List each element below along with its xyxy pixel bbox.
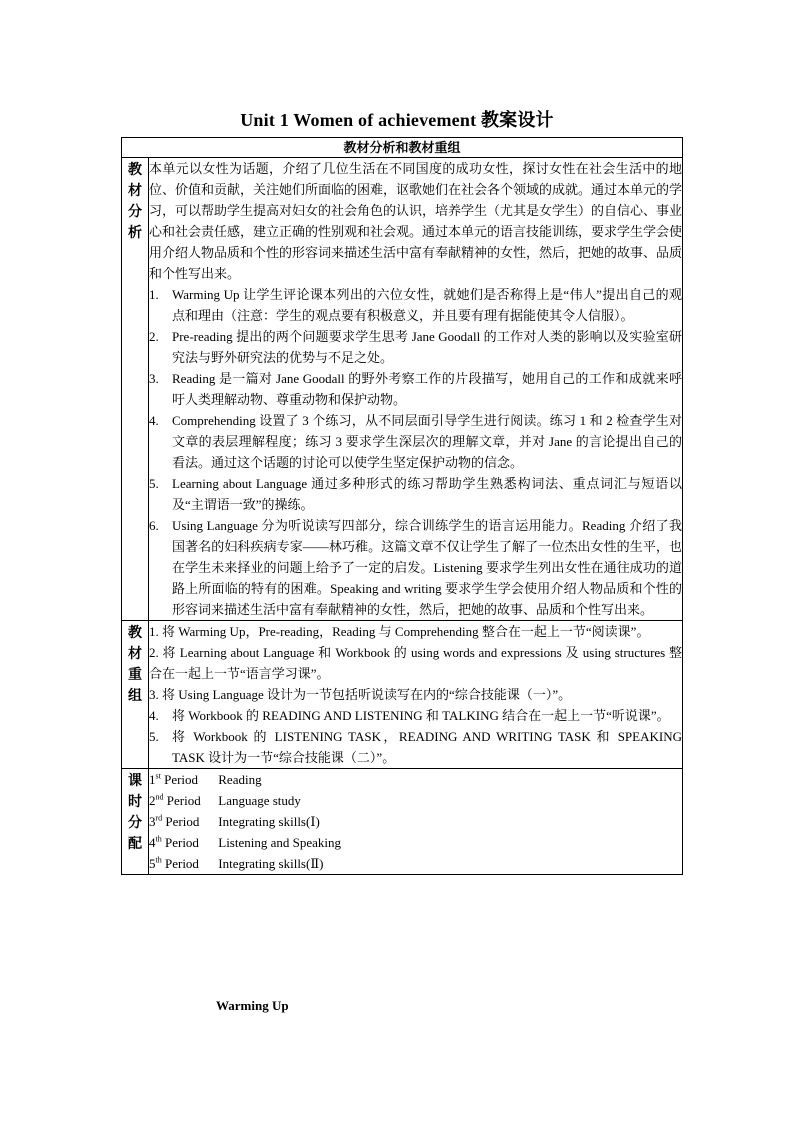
- section-reorganization-content: [149, 621, 683, 769]
- period-row: [149, 790, 682, 811]
- list-item: [149, 410, 682, 473]
- item-number: 5.: [149, 729, 159, 744]
- section-reorganization-label: [122, 621, 149, 769]
- item-number: 3.: [149, 687, 159, 702]
- table-header-row: [122, 138, 683, 158]
- label-char: 分: [128, 205, 142, 220]
- period-word: Period: [165, 814, 200, 829]
- list-item: [149, 368, 682, 410]
- item-number: 1.: [149, 624, 159, 639]
- list-item: [149, 684, 682, 705]
- document-title: Unit 1 Women of achievement 教案设计: [240, 110, 554, 130]
- item-text: Pre-reading 提出的两个问题要求学生思考 Jane Goodall 的工作对人类的影响以及实验室研究法与野外研究法的优势与不足之处。: [172, 329, 682, 365]
- period-ordinal-suffix: th: [155, 855, 162, 865]
- list-item: [149, 642, 682, 684]
- item-number: 3.: [149, 371, 159, 386]
- list-item: [149, 705, 682, 726]
- label-char: 分: [128, 816, 142, 831]
- label-char: 课: [128, 774, 142, 789]
- item-text: 将 Warming Up，Pre-reading，Reading 与 Comprehending 整合在一起上一节“阅读课”。: [162, 624, 650, 639]
- item-text: Comprehending 设置了 3 个练习，从不同层面引导学生进行阅读。练习 1 和 2 检查学生对文章的表层理解程度；练习 3 要求学生深层次的理解文章，并对 Jane 的言论提出自己的看法。通过这个话题的讨论可以使学生坚定保护动物的信念。: [172, 413, 682, 470]
- label-char: 材: [128, 184, 142, 199]
- item-text: 将 Workbook 的 LISTENING TASK，READING AND WRITING TASK 和 SPEAKING TASK 设计为一节“综合技能课（二）”。: [172, 729, 682, 765]
- period-name: Integrating skills(Ⅰ): [218, 814, 320, 829]
- period-ordinal: 5: [149, 856, 156, 871]
- list-item: [149, 284, 682, 326]
- item-text: Using Language 分为听说读写四部分，综合训练学生的语言运用能力。Reading 介绍了我国著名的妇科疾病专家——林巧稚。这篇文章不仅让学生了解了一位杰出女性的生平，也在学生未来择业的问题上给予了一定的启发。Listening 要求学生列出女性在通往成功的道路上所面临的特有的困难。Speaking and writing 要求学生学会使用介绍人物品质和个性的形容词来描述生活中富有奉献精神的女性，然后，把她的故事、品质和个性写出来。: [172, 518, 682, 617]
- list-item: [149, 326, 682, 368]
- lesson-plan-table: [121, 137, 683, 875]
- item-number: 5.: [149, 476, 159, 491]
- section-schedule-label: [122, 769, 149, 875]
- period-name: Listening and Speaking: [218, 835, 342, 850]
- list-item: [149, 473, 682, 515]
- period-ordinal: 1: [149, 772, 156, 787]
- period-ordinal-suffix: st: [155, 771, 161, 781]
- period-ordinal: 2: [149, 793, 156, 808]
- section-heading-warming-up: Warming Up: [216, 998, 289, 1013]
- period-row: [149, 769, 682, 790]
- period-ordinal-suffix: rd: [155, 813, 163, 823]
- item-number: 2.: [149, 645, 159, 660]
- item-text: Learning about Language 通过多种形式的练习帮助学生熟悉构词法、重点词汇与短语以及“主谓语一致”的操练。: [172, 476, 682, 512]
- section-schedule-content: [149, 769, 683, 875]
- label-char: 时: [128, 795, 142, 810]
- label-char: 组: [128, 689, 142, 704]
- item-number: 6.: [149, 518, 159, 533]
- period-ordinal-suffix: nd: [155, 792, 164, 802]
- period-word: Period: [164, 772, 199, 787]
- item-text: Reading 是一篇对 Jane Goodall 的野外考察工作的片段描写，她用自己的工作和成就来呼吁人类理解动物、尊重动物和保护动物。: [172, 371, 682, 407]
- period-word: Period: [166, 793, 201, 808]
- analysis-list: [149, 284, 682, 620]
- period-ordinal: 4: [149, 835, 156, 850]
- list-item: [149, 515, 682, 620]
- period-name: Integrating skills(Ⅱ): [218, 856, 324, 871]
- period-row: [149, 853, 682, 874]
- period-word: Period: [164, 835, 199, 850]
- section-analysis-label: [122, 158, 149, 621]
- label-char: 材: [128, 647, 142, 662]
- table-header: 教材分析和教材重组: [122, 138, 683, 158]
- section-schedule-row: [122, 769, 683, 875]
- item-text: 将 Learning about Language 和 Workbook 的 using words and expressions 及 using structures 整合在一起上一节“语言学习课”。: [149, 645, 682, 681]
- list-item: [149, 621, 682, 642]
- item-number: 1.: [149, 287, 159, 302]
- label-char: 配: [128, 837, 142, 852]
- period-row: [149, 811, 682, 832]
- section-reorganization-row: [122, 621, 683, 769]
- item-number: 2.: [149, 329, 159, 344]
- item-text: 将 Workbook 的 READING AND LISTENING 和 TALKING 结合在一起上一节“听说课”。: [172, 708, 670, 723]
- period-name: Reading: [218, 772, 262, 787]
- item-number: 4.: [149, 413, 159, 428]
- label-char: 析: [128, 226, 142, 241]
- period-word: Period: [164, 856, 199, 871]
- analysis-intro: 本单元以女性为话题，介绍了几位生活在不同国度的成功女性，探讨女性在社会生活中的地位、价值和贡献，关注她们所面临的困难，讴歌她们在社会各个领域的成就。通过本单元的学习，可以帮助学生提高对妇女的社会角色的认识，培养学生（尤其是女学生）的自信心、事业心和社会责任感，建立正确的性别观和社会观。通过本单元的语言技能训练，要求学生学会使用介绍人物品质和个性的形容词来描述生活中富有奉献精神的女性，然后，把她的故事、品质和个性写出来。: [149, 161, 683, 281]
- period-ordinal: 3: [149, 814, 156, 829]
- period-name: Language study: [218, 793, 301, 808]
- period-row: [149, 832, 682, 853]
- section-analysis-row: [122, 158, 683, 621]
- item-number: 4.: [149, 708, 159, 723]
- item-text: 将 Using Language 设计为一节包括听说读写在内的“综合技能课（一）”。: [162, 687, 572, 702]
- period-ordinal-suffix: th: [155, 834, 162, 844]
- item-text: Warming Up 让学生评论课本列出的六位女性，就她们是否称得上是“伟人”提出自己的观点和理由（注意：学生的观点要有积极意义，并且要有理有据能使其令人信服）。: [172, 287, 682, 323]
- section-analysis-content: [149, 158, 683, 621]
- label-char: 教: [128, 626, 142, 641]
- list-item: [149, 726, 682, 768]
- reorganization-list: [149, 621, 682, 768]
- label-char: 重: [128, 668, 142, 683]
- label-char: 教: [128, 163, 142, 178]
